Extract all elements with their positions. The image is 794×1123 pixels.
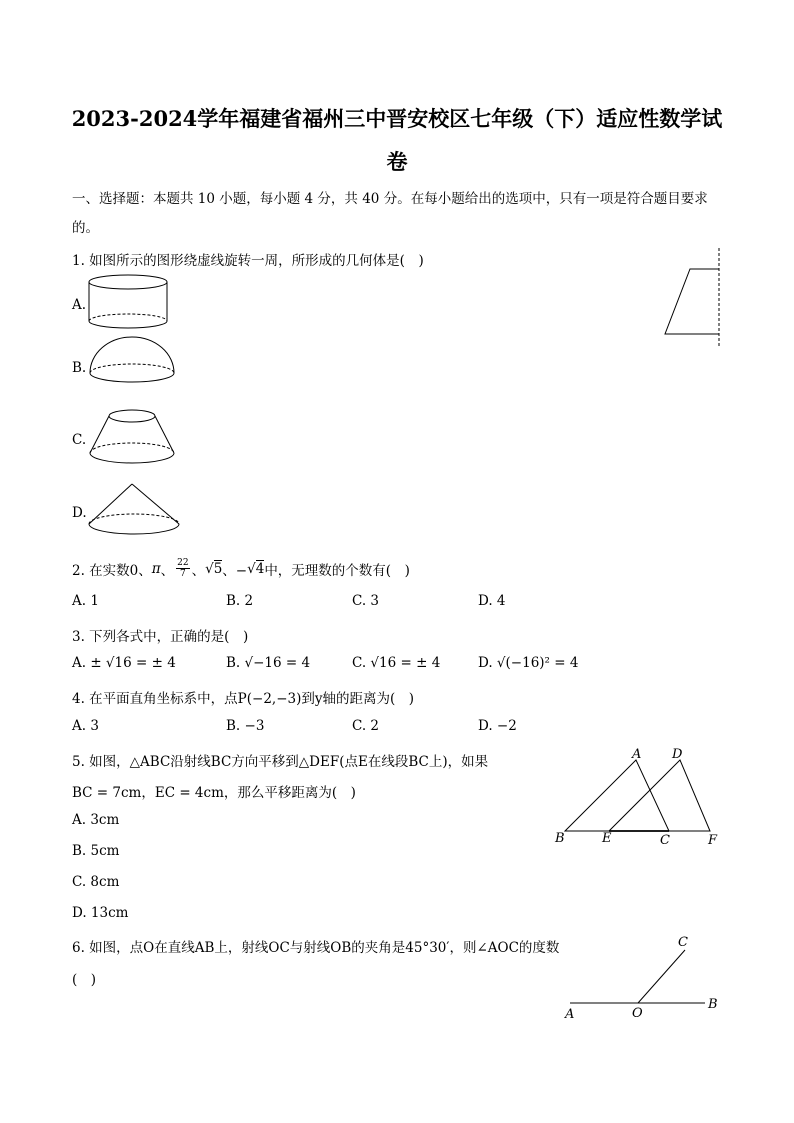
question-6-stem: 6. 如图，点O在直线AB上，射线OC与射线OB的夹角是45°30′，则∠AOC的度数 [72, 940, 560, 956]
question-2-stem [72, 558, 410, 579]
page-title-continued: 卷 [386, 149, 408, 174]
section-instructions: 一、选择题：本题共 10 小题，每小题 4 分，共 40 分。在每小题给出的选项中，只有一项是符合题目要求 [72, 191, 708, 207]
q2-sqrt4: √4 [247, 560, 265, 577]
page-title: 2023-2024学年福建省福州三中晋安校区七年级（下）适应性数学试 [71, 106, 723, 131]
q3-option-d: D. √(−16)² = 4 [478, 655, 579, 671]
q4-option-a: A. 3 [72, 718, 99, 734]
q3-option-b: B. √−16 = 4 [226, 655, 311, 671]
q6-label-b: B [708, 997, 718, 1012]
question-5-stem: 5. 如图，△ABC沿射线BC方向平移到△DEF(点E在线段BC上)，如果 [72, 754, 489, 770]
q3-option-c: C. √16 = ± 4 [352, 655, 441, 671]
q2-sqrt5: √5 [205, 560, 223, 577]
q6-label-a: A [565, 1007, 575, 1022]
q5-option-a: A. 3cm [72, 812, 120, 828]
q5-option-c: C. 8cm [72, 874, 120, 890]
q6-angle-figure [560, 932, 730, 1024]
q3-option-a: A. ± √16 = ± 4 [72, 655, 176, 671]
question-5-stem-continued: BC = 7cm，EC = 4cm，那么平移距离为( ) [72, 785, 356, 801]
q2-option-a: A. 1 [72, 593, 99, 609]
q2-stem-suffix: 中，无理数的个数有( ) [264, 562, 410, 579]
q2-sqrt5-radicand: 5 [213, 560, 223, 577]
q6-label-c: C [678, 935, 688, 950]
question-3-stem: 3. 下列各式中，正确的是( ) [72, 629, 249, 645]
q5-label-e: E [602, 831, 612, 846]
q2-pi: π [151, 560, 161, 577]
frustum-icon [88, 405, 176, 469]
q2-option-b: B. 2 [226, 593, 254, 609]
q6-label-o: O [632, 1006, 643, 1021]
q4-option-c: C. 2 [352, 718, 380, 734]
question-6-stem-continued: ( ) [72, 972, 97, 988]
q2-option-c: C. 3 [352, 593, 380, 609]
q2-stem-prefix: 2. 在实数0、 [72, 562, 152, 579]
q1-option-a-label: A. [72, 297, 87, 313]
q2-frac-num: 22 [177, 558, 189, 568]
q5-label-b: B [555, 831, 565, 846]
cone-icon [88, 482, 182, 540]
q5-label-a: A [632, 747, 642, 762]
q5-translation-figure [550, 742, 730, 852]
question-4-stem: 4. 在平面直角坐标系中，点P(−2,−3)到y轴的距离为( ) [72, 691, 415, 707]
q5-label-d: D [672, 747, 683, 762]
q4-option-d: D. −2 [478, 718, 517, 734]
question-1-stem: 1. 如图所示的图形绕虚线旋转一周，所形成的几何体是( ) [72, 253, 424, 269]
q1-trapezoid-figure [660, 248, 730, 348]
q2-sep-2: 、 [191, 562, 206, 579]
q2-sep-3: 、− [222, 562, 248, 579]
q5-label-f: F [708, 833, 718, 848]
q2-sqrt4-radicand: 4 [255, 560, 265, 577]
q1-option-c-label: C. [72, 432, 87, 448]
q4-option-b: B. −3 [226, 718, 265, 734]
q1-option-d-label: D. [72, 505, 87, 521]
hemisphere-icon [88, 335, 176, 395]
q5-label-c: C [660, 833, 670, 848]
q1-option-b-label: B. [72, 360, 87, 376]
section-instructions-continued: 的。 [72, 220, 99, 236]
q5-option-d: D. 13cm [72, 905, 129, 921]
cylinder-icon [88, 273, 172, 333]
q2-frac-den: 7 [180, 569, 186, 579]
q5-option-b: B. 5cm [72, 843, 120, 859]
q2-fraction [176, 558, 189, 579]
q2-sep-1: 、 [160, 562, 175, 579]
q2-option-d: D. 4 [478, 593, 506, 609]
